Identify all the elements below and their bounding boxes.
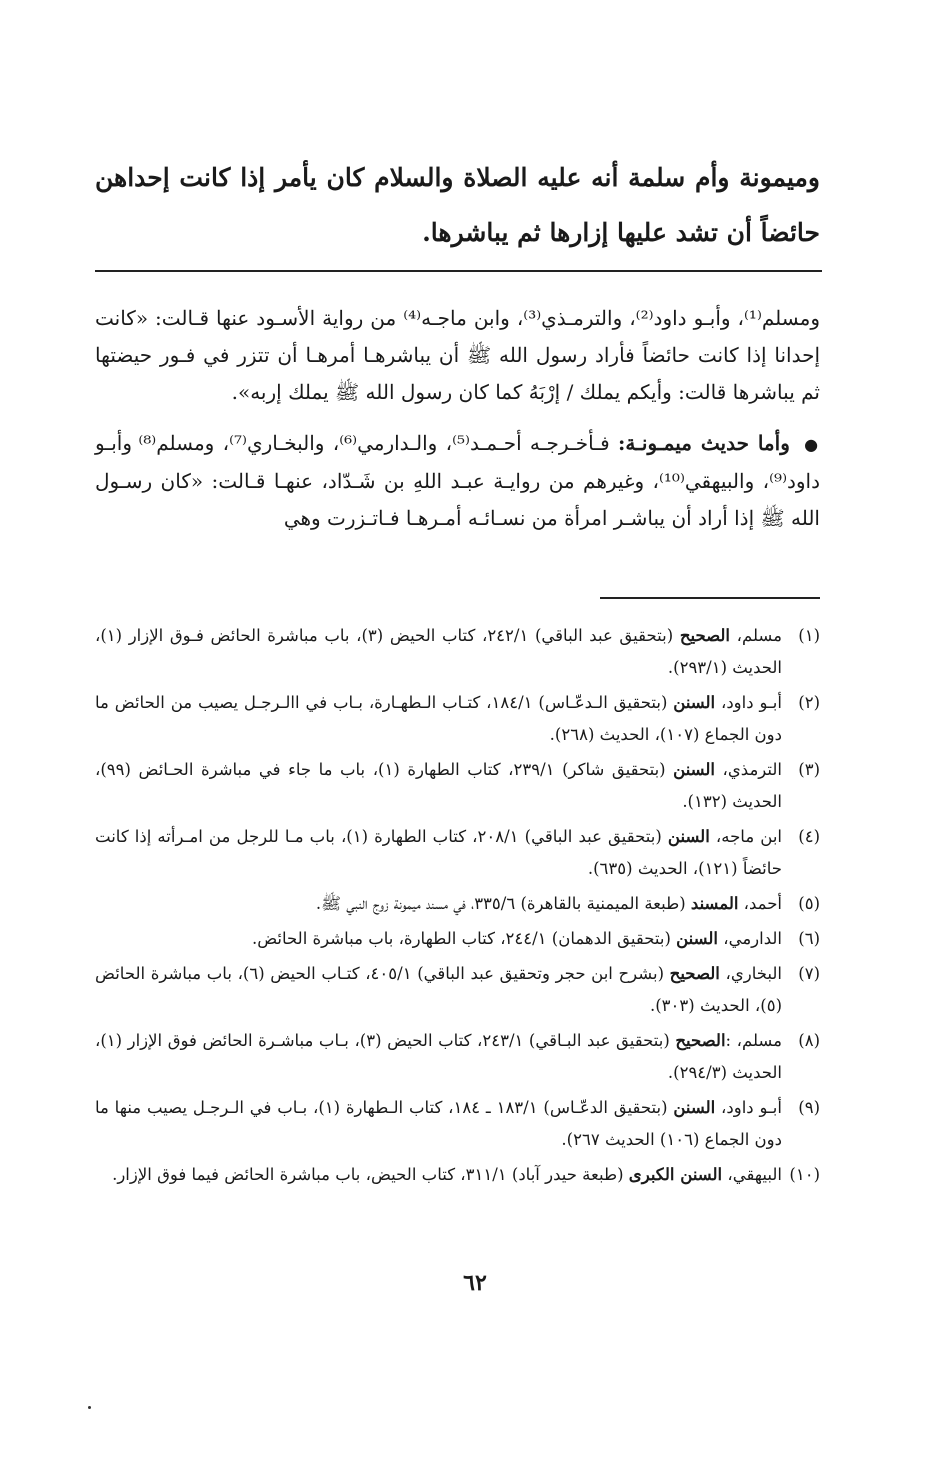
footnote [95,923,820,955]
footnote [95,888,820,920]
footnote-text: مسلم، :الصحيح (بتحقيق عبد البـاقي) ٢٤٣/١، كتاب الحيض (٣)، بـاب مباشـرة الحائض فوق الإزار (١)، الحديث (٢٩٤/٣). [95,1031,782,1082]
footnote [95,1159,820,1191]
footnote-number: (١) [798,626,820,645]
footnote [95,754,820,818]
footnote-text: البخاري، الصحيح (بشرح ابن حجر وتحقيق عبد الباقي) ٤٠٥/١، كتـاب الحيض (٦)، باب مباشرة الحائض (٥)، الحديث (٣٠٣). [95,964,782,1015]
footnote-text: الترمذي، السنن (بتحقيق شاكر) ٢٣٩/١، كتاب الطهارة (١)، باب ما جاء في مباشرة الحـائض (٩٩)، الحديث (١٣٢). [95,760,782,811]
main-paragraph-1: ومسلم⁽¹⁾، وأبـو داود⁽²⁾، والترمـذي⁽³⁾، وابن ماجـه⁽⁴⁾ من رواية الأسـود عنها قـالت: «كانت إحدانا إذا كانت حائضاً فأراد رسول الله ﷺ أن يباشرهـا أمرهـا أن تتزر في فـور حيضتها ثم يباشرها قالت: وأيكم يملك / إرْبَهُ كما كان رسول الله ﷺ يملك إربه». [95,306,821,404]
footnote [95,1025,820,1089]
footnote [95,958,820,1022]
footnote [95,1092,820,1156]
footnote-text: الدارمي، السنن (بتحقيق الدهمان) ٢٤٤/١، كتاب الطهارة، باب مباشرة الحائض. [251,929,782,948]
paragraph-body: فـأخـرجـه أحـمـد⁽⁵⁾، والـدارمي⁽⁶⁾، والبخـاري⁽⁷⁾، ومسلم⁽⁸⁾ وأبـو داود⁽⁹⁾، والبيهقي⁽¹⁰⁾، وغيرهم من روايـة عبـد اللهِ بن شَـدّاد، عنهـا قـالت: «كان رسـول الله ﷺ إذا أراد أن يباشـر امرأة من نسـائـه أمـرهـا فـاتـزرت وهي [95,431,821,530]
footnote-text: ابن ماجه، السنن (بتحقيق عبد الباقي) ٢٠٨/١، كتاب الطهارة (١)، باب مـا للرجل من امـرأته إذا كانت حائضاً (١٢١)، الحديث (٦٣٥). [95,827,783,878]
footnote [95,821,820,885]
footnote-number: (١٠) [789,1165,820,1184]
footnote-number: (٥) [798,894,820,913]
footnote-number: (٣) [798,760,820,779]
footnote-number: (٧) [798,964,820,983]
footnote-text: أبـو داود، السنن (بتحقيق الـدعّـاس) ١٨٤/١، كتـاب الـطهـارة، بـاب في االـرجـل يصيب من الحائض ما دون الجماع (١٠٧)، الحديث (٢٦٨). [95,693,782,744]
footnote-divider [600,597,820,599]
page-number: ٦٢ [463,1270,487,1296]
footnote-text: البيهقي، السنن الكبرى (طبعة حيدر آباد) ٣١١/١، كتاب الحيض، باب مباشرة الحائض فيما فوق الإزار. [112,1165,782,1184]
section-divider [95,270,822,272]
bullet-icon: ● [804,435,821,454]
footnote-number: (٩) [798,1098,820,1117]
scan-speck [88,1406,91,1409]
paragraph-lead: وأما حديث ميمـونـة: [617,431,790,455]
continued-text-paragraph: وميمونة وأم سلمة أنه عليه الصلاة والسلام كان يأمر إذا كانت إحداهن حائضاً أن تشد عليها إزارها ثم يباشرها. [95,163,820,247]
footnotes-list [95,620,820,1194]
footnote-number: (٢) [798,693,820,712]
main-text-block [95,300,820,537]
footnote-number: (٨) [798,1031,820,1050]
footnote-text: أحمد، المسند (طبعة الميمنية بالقاهرة) ٣٣٥/٦، في مسند ميمونة زوج النبي ﷺ. [315,894,782,913]
footnote-number: (٤) [798,827,820,846]
footnote [95,687,820,751]
footnote [95,620,820,684]
main-paragraph-2 [95,425,820,537]
footnote-number: (٦) [798,929,820,948]
footnote-text: مسلم، الصحيح (بتحقيق عبد الباقي) ٢٤٢/١، كتاب الحيض (٣)، باب مباشرة الحائض فـوق الإزار (١)، الحديث (٢٩٣/١). [95,626,782,677]
footnote-text: أبـو داود، السنن (بتحقيق الدعّـاس) ١٨٣/١ ـ ١٨٤، كتاب الـطهارة (١)، بـاب في الـرجـل يصيب منها ما دون الجماع (١٠٦) الحديث ٢٦٧). [95,1098,782,1149]
